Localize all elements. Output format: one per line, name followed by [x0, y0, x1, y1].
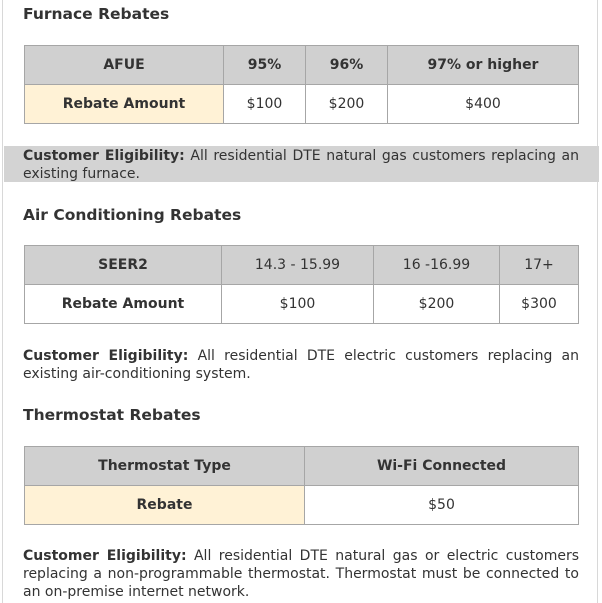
eligibility-label: Customer Eligibility: [23, 548, 187, 564]
rebate-label: Rebate [25, 486, 305, 525]
table-row [25, 486, 579, 525]
seer2-header: SEER2 [25, 246, 222, 285]
table-header-row [25, 246, 579, 285]
rebate-value: $300 [500, 285, 579, 324]
seer-range-header: 14.3 - 15.99 [222, 246, 374, 285]
ac-rebates-heading: Air Conditioning Rebates [23, 206, 242, 224]
rebate-amount-label: Rebate Amount [25, 85, 224, 124]
rebate-value: $100 [224, 85, 306, 124]
table-header-row [25, 46, 579, 85]
afue-97-header: 97% or higher [388, 46, 579, 85]
furnace-rebate-table [24, 45, 579, 124]
eligibility-text: All residential DTE natural gas or electric customers replacing a non-programmable thermostat. Thermostat must be connected to an on-premise internet network. [23, 548, 579, 600]
wifi-connected-header: Wi-Fi Connected [305, 447, 579, 486]
thermostat-rebate-table [24, 446, 579, 525]
thermostat-rebates-heading: Thermostat Rebates [23, 406, 201, 424]
thermostat-type-header: Thermostat Type [25, 447, 305, 486]
eligibility-label: Customer Eligibility: [23, 148, 185, 164]
rebate-value: $200 [306, 85, 388, 124]
furnace-rebates-heading: Furnace Rebates [23, 5, 170, 23]
eligibility-text: All residential DTE electric customers replacing an existing air-conditioning system. [23, 348, 580, 382]
thermostat-eligibility [23, 547, 579, 601]
rebate-value: $200 [374, 285, 500, 324]
eligibility-label: Customer Eligibility: [23, 348, 189, 364]
afue-header: AFUE [25, 46, 224, 85]
seer-range-header: 16 -16.99 [374, 246, 500, 285]
afue-95-header: 95% [224, 46, 306, 85]
seer-range-header: 17+ [500, 246, 579, 285]
eligibility-text: All residential DTE natural gas customers replacing an existing furnace. [23, 148, 580, 182]
rebate-value: $50 [305, 486, 579, 525]
furnace-eligibility [23, 147, 579, 183]
rebate-amount-label: Rebate Amount [25, 285, 222, 324]
afue-96-header: 96% [306, 46, 388, 85]
table-header-row [25, 447, 579, 486]
rebate-value: $100 [222, 285, 374, 324]
rebate-value: $400 [388, 85, 579, 124]
ac-rebate-table [24, 245, 579, 324]
ac-eligibility [23, 347, 579, 383]
table-row [25, 85, 579, 124]
table-row [25, 285, 579, 324]
